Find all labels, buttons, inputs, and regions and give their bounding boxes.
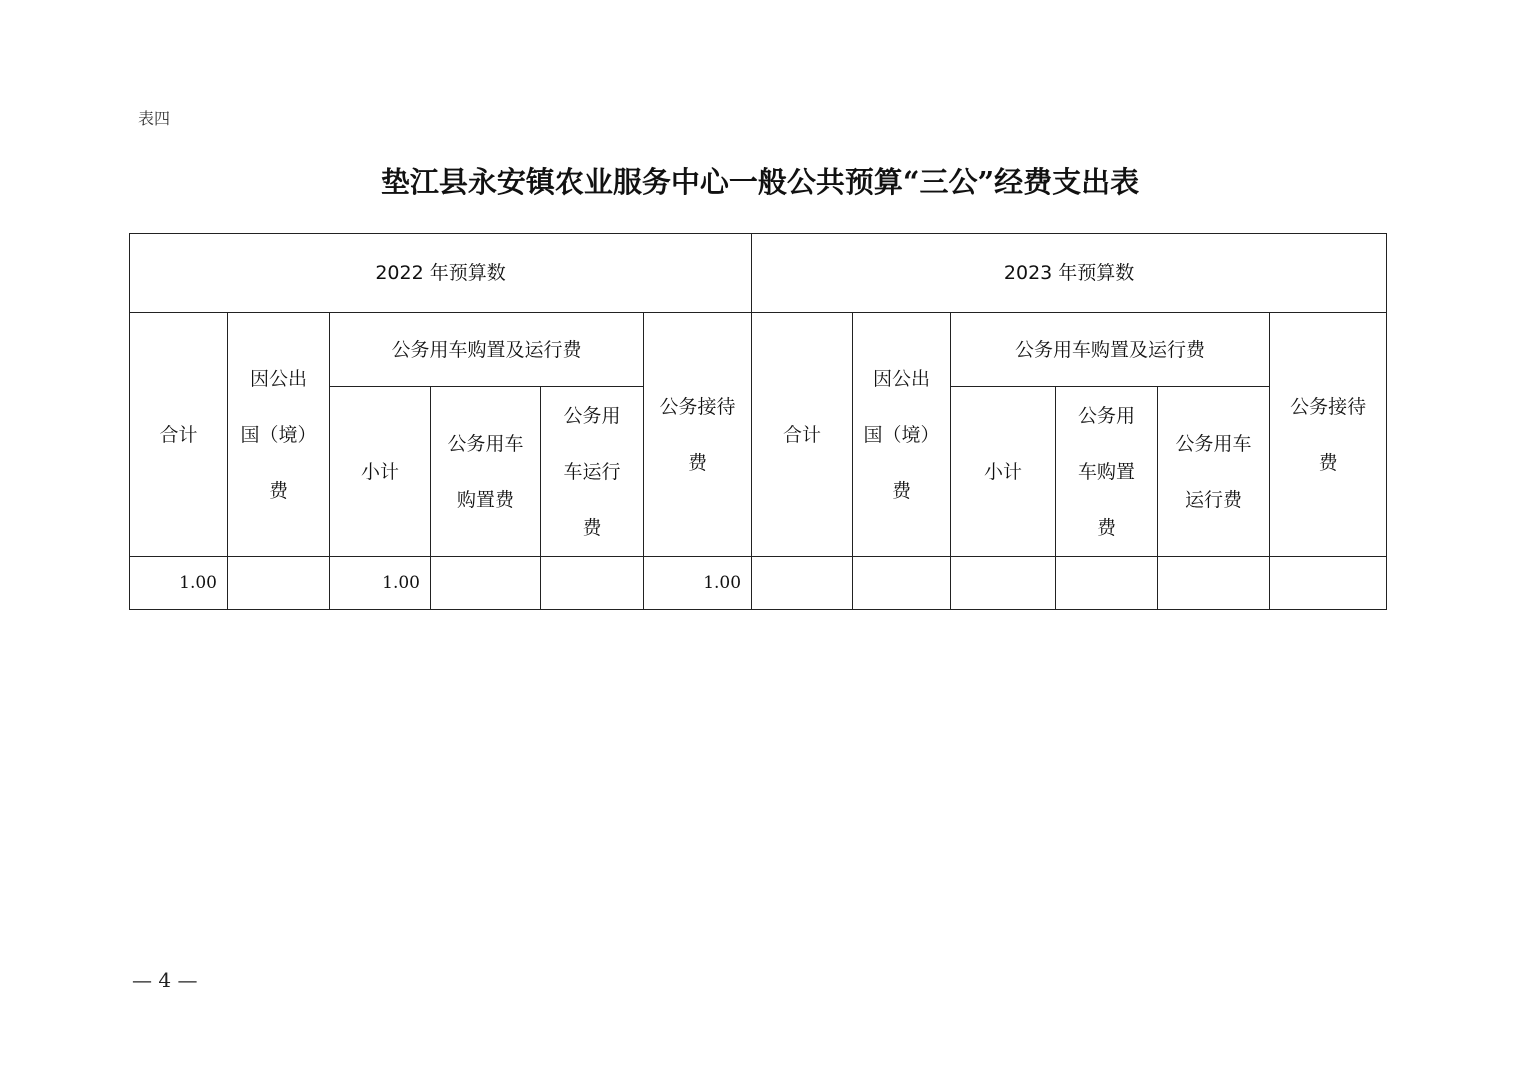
vehicle-operation-2022-cell [541, 557, 644, 610]
abroad-2022-cell [228, 557, 330, 610]
reception-header-2022: 公务接待 费 [644, 313, 752, 557]
table-row [130, 557, 1387, 610]
subtotal-header-2023: 小计 [951, 387, 1056, 557]
total-2022-cell: 1.00 [130, 557, 228, 610]
abroad-header-2022: 因公出 国（境） 费 [228, 313, 330, 557]
vehicle-operation-header-2022: 公务用 车运行 费 [541, 387, 644, 557]
subtotal-2023-cell [951, 557, 1056, 610]
page-number: — 4 — [132, 968, 198, 992]
vehicle-purchase-header-2022: 公务用车 购置费 [431, 387, 541, 557]
vehicle-group-header-2023: 公务用车购置及运行费 [951, 313, 1270, 387]
abroad-header-2023: 因公出 国（境） 费 [853, 313, 951, 557]
table-number: 表四 [138, 109, 171, 128]
vehicle-purchase-2022-cell [431, 557, 541, 610]
abroad-2023-cell [853, 557, 951, 610]
total-header-2023: 合计 [752, 313, 853, 557]
vehicle-purchase-header-2023: 公务用 车购置 费 [1056, 387, 1158, 557]
reception-2023-cell [1270, 557, 1387, 610]
reception-2022-cell: 1.00 [644, 557, 752, 610]
vehicle-group-header-2022: 公务用车购置及运行费 [330, 313, 644, 387]
year-2022-header: 2022 年预算数 [130, 234, 752, 313]
budget-table [129, 233, 1387, 610]
reception-header-2023: 公务接待 费 [1270, 313, 1387, 557]
total-header-2022: 合计 [130, 313, 228, 557]
document-title: 垫江县永安镇农业服务中心一般公共预算“三公”经费支出表 [380, 165, 1140, 199]
vehicle-operation-2023-cell [1158, 557, 1270, 610]
subtotal-header-2022: 小计 [330, 387, 431, 557]
year-2023-header: 2023 年预算数 [752, 234, 1387, 313]
vehicle-purchase-2023-cell [1056, 557, 1158, 610]
vehicle-operation-header-2023: 公务用车 运行费 [1158, 387, 1270, 557]
total-2023-cell [752, 557, 853, 610]
subtotal-2022-cell: 1.00 [330, 557, 431, 610]
